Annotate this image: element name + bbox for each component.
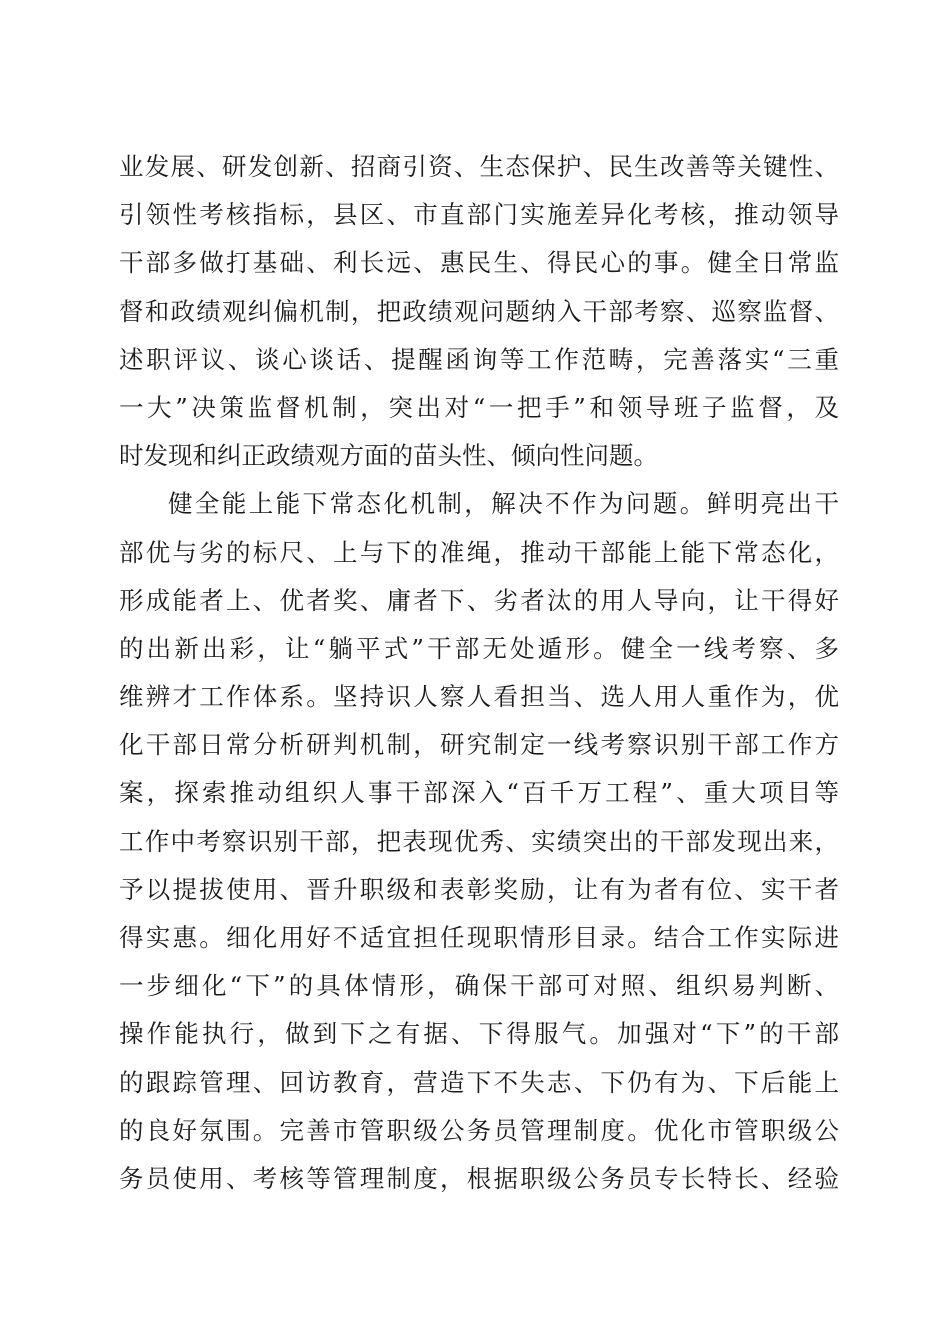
text-line-2: 引领性考核指标，县区、市直部门实施差异化考核，推动领导: [119, 200, 839, 230]
text-line-10: 形成能者上、优者奖、庸者下、劣者汰的用人导向，让干得好: [119, 585, 839, 615]
text-line-21: 的良好氛围。完善市管职级公务员管理制度。优化市管职级公: [119, 1115, 839, 1145]
text-line-9: 部优与劣的标尺、上与下的准绳，推动干部能上能下常态化，: [119, 537, 839, 567]
text-line-11: 的出新出彩，让“躺平式”干部无处遁形。健全一线考察、多: [119, 633, 839, 663]
text-line-1: 业发展、研发创新、招商引资、生态保护、民生改善等关键性、: [119, 152, 839, 181]
text-line-8: 健全能上能下常态化机制，解决不作为问题。鲜明亮出干: [168, 489, 839, 519]
text-line-13: 化干部日常分析研判机制，研究制定一线考察识别干部工作方: [119, 730, 839, 760]
text-line-3: 干部多做打基础、利长远、惠民生、得民心的事。健全日常监: [119, 248, 839, 278]
text-line-22: 务员使用、考核等管理制度，根据职级公务员专长特长、经验: [119, 1163, 839, 1193]
text-line-4: 督和政绩观纠偏机制，把政绩观问题纳入干部考察、巡察监督、: [119, 296, 839, 326]
text-line-18: 一步细化“下”的具体情形，确保干部可对照、组织易判断、: [119, 971, 839, 1001]
body-text: [119, 143, 839, 1203]
text-line-20: 的跟踪管理、回访教育，营造下不失志、下仍有为、下后能上: [119, 1067, 839, 1097]
text-line-15: 工作中考察识别干部，把表现优秀、实绩突出的干部发现出来，: [119, 826, 839, 856]
text-line-19: 操作能执行，做到下之有据、下得服气。加强对“下”的干部: [119, 1019, 839, 1049]
text-line-7: 时发现和纠正政绩观方面的苗头性、倾向性问题。: [119, 441, 658, 471]
text-line-5: 述职评议、谈心谈话、提醒函询等工作范畴，完善落实“三重: [119, 344, 839, 374]
text-line-14: 案，探索推动组织人事干部深入“百千万工程”、重大项目等: [119, 778, 839, 808]
text-line-6: 一大”决策监督机制，突出对“一把手”和领导班子监督，及: [119, 392, 839, 422]
text-line-17: 得实惠。细化用好不适宜担任现职情形目录。结合工作实际进: [119, 923, 839, 952]
text-line-16: 予以提拔使用、晋升职级和表彰奖励，让有为者有位、实干者: [119, 874, 839, 904]
text-line-12: 维辨才工作体系。坚持识人察人看担当、选人用人重作为，优: [119, 682, 839, 712]
